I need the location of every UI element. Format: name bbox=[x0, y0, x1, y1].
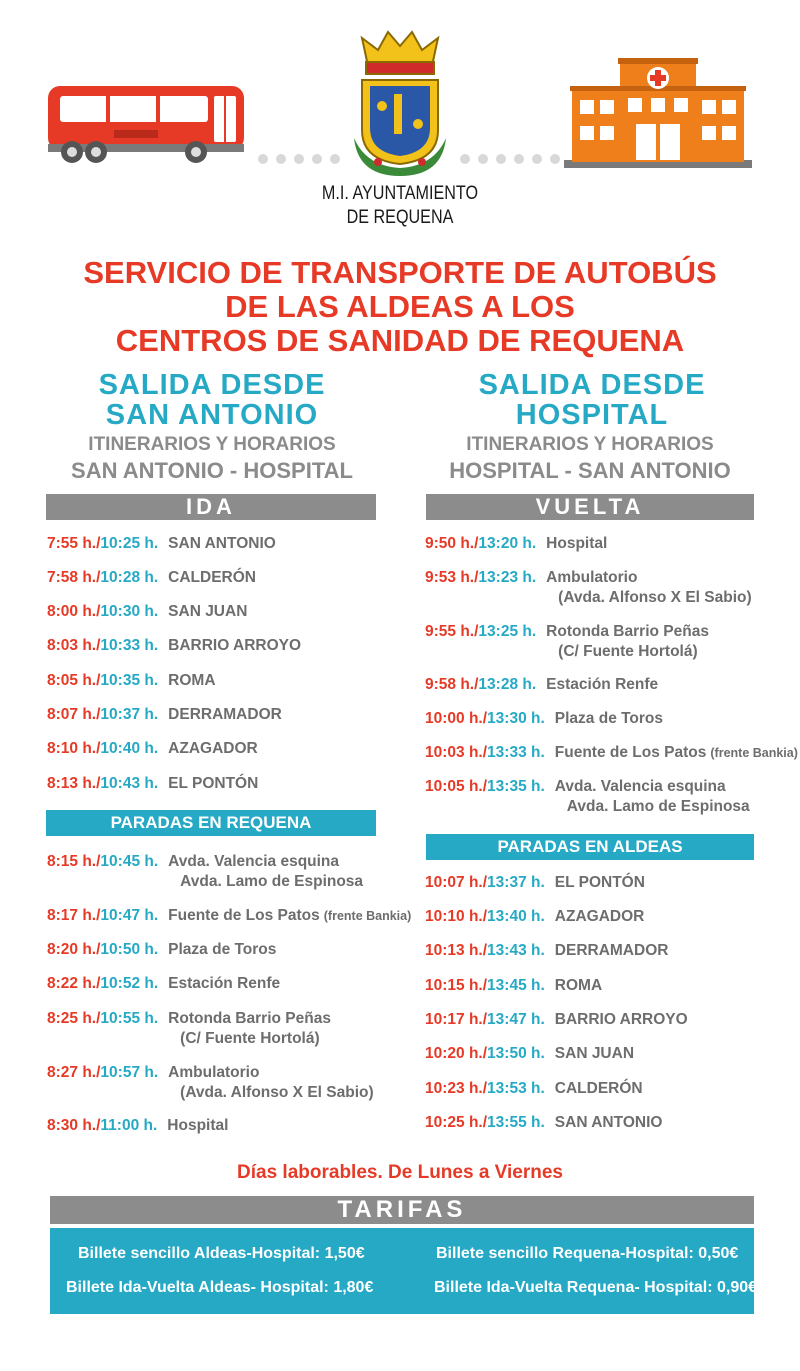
departure-time-second: 11:00 h. bbox=[100, 1117, 158, 1134]
stop-name-line-2: Avda. Lamo de Espinosa bbox=[566, 798, 750, 815]
schedule-row bbox=[425, 1113, 662, 1133]
departure-time-second: 10:52 h. bbox=[100, 975, 159, 992]
schedule-row bbox=[425, 743, 798, 763]
stop-name bbox=[168, 774, 258, 794]
time-separator: / bbox=[474, 623, 479, 640]
schedule-row bbox=[47, 636, 301, 656]
departure-time-second: 13:28 h. bbox=[478, 676, 537, 693]
stop-name bbox=[168, 602, 247, 622]
tarifas-bar: TARIFAS bbox=[50, 1196, 754, 1224]
departure-time-second: 10:33 h. bbox=[100, 637, 159, 654]
stop-name-line-1: Hospital bbox=[167, 1117, 229, 1134]
stop-name-line-1: AZAGADOR bbox=[554, 908, 645, 925]
right-heading-2: HOSPITAL bbox=[515, 399, 669, 431]
stop-name-line-2: (Avda. Alfonso X El Sabio) bbox=[558, 589, 752, 606]
schedule-row bbox=[47, 1009, 331, 1049]
departure-time-second: 10:47 h. bbox=[100, 907, 159, 924]
departure-time-first: 10:20 h. bbox=[425, 1045, 483, 1062]
schedule-row bbox=[425, 777, 750, 817]
stop-name-line-1: AZAGADOR bbox=[168, 740, 258, 757]
stop-name-line-1: BARRIO ARROYO bbox=[168, 637, 302, 654]
departure-time-first: 8:07 h. bbox=[47, 706, 97, 723]
departure-time-second: 10:40 h. bbox=[100, 740, 159, 757]
schedule-row bbox=[425, 1079, 643, 1099]
time-separator: / bbox=[482, 1080, 488, 1097]
stop-name bbox=[555, 1079, 643, 1099]
stop-name-line-1: CALDERÓN bbox=[554, 1080, 643, 1097]
schedule-row bbox=[47, 906, 411, 926]
time-separator: / bbox=[96, 569, 101, 586]
time-separator: / bbox=[474, 676, 479, 693]
departure-time-second: 13:55 h. bbox=[487, 1114, 545, 1131]
departure-time-second: 10:37 h. bbox=[100, 706, 159, 723]
stop-name-line-1: Rotonda Barrio Peñas bbox=[546, 623, 709, 640]
departure-time-second: 13:23 h. bbox=[478, 569, 537, 586]
stop-name bbox=[168, 1009, 331, 1049]
stop-name bbox=[168, 739, 258, 759]
departure-time-first: 8:25 h. bbox=[47, 1010, 97, 1027]
departure-time-second: 13:53 h. bbox=[487, 1080, 545, 1097]
time-separator: / bbox=[96, 975, 101, 992]
stop-name-line-1: Avda. Valencia esquina bbox=[554, 778, 726, 795]
departure-time-second: 10:50 h. bbox=[100, 941, 159, 958]
time-separator: / bbox=[96, 637, 101, 654]
departure-time-second: 13:30 h. bbox=[487, 710, 545, 727]
departure-time-first: 10:15 h. bbox=[425, 977, 483, 994]
stop-name bbox=[168, 636, 301, 656]
departure-time-first: 8:13 h. bbox=[47, 775, 97, 792]
stop-name bbox=[168, 940, 276, 960]
departure-time-second: 13:45 h. bbox=[487, 977, 545, 994]
stop-name-line-1: Plaza de Toros bbox=[554, 710, 664, 727]
main-title-line-2: DE LAS ALDEAS A LOS bbox=[225, 289, 575, 324]
stop-name bbox=[168, 906, 411, 926]
fare-return-aldeas: Billete Ida-Vuelta Aldeas- Hospital: 1,80€ bbox=[66, 1279, 374, 1296]
stop-name bbox=[168, 534, 276, 554]
left-subheading-2: SAN ANTONIO - HOSPITAL bbox=[71, 458, 353, 483]
time-separator: / bbox=[482, 874, 488, 891]
stop-name-line-1: Fuente de Los Patos bbox=[168, 907, 320, 924]
left-subheading-1: ITINERARIOS Y HORARIOS bbox=[88, 434, 336, 455]
stop-note: (frente Bankia) bbox=[323, 909, 412, 923]
left-heading-1: SALIDA DESDE bbox=[98, 369, 326, 401]
departure-time-second: 10:45 h. bbox=[100, 853, 159, 870]
time-separator: / bbox=[96, 941, 101, 958]
departure-time-second: 13:25 h. bbox=[478, 623, 537, 640]
time-separator: / bbox=[96, 775, 101, 792]
departure-time-second: 10:43 h. bbox=[100, 775, 159, 792]
departure-time-first: 10:00 h. bbox=[425, 710, 483, 727]
schedule-row bbox=[425, 1044, 634, 1064]
stop-name bbox=[168, 705, 282, 725]
departure-time-first: 8:05 h. bbox=[47, 672, 97, 689]
schedule-row bbox=[425, 709, 663, 729]
time-separator: / bbox=[482, 908, 488, 925]
stop-name-line-2: (C/ Fuente Hortolá) bbox=[558, 643, 698, 660]
stop-name-line-1: Ambulatorio bbox=[546, 569, 638, 586]
departure-time-second: 13:47 h. bbox=[487, 1011, 545, 1028]
stop-name-line-1: EL PONTÓN bbox=[554, 874, 645, 891]
departure-time-second: 13:20 h. bbox=[478, 535, 537, 552]
stop-name-line-1: Ambulatorio bbox=[168, 1064, 260, 1081]
departure-time-first: 10:03 h. bbox=[425, 744, 483, 761]
departure-time-first: 8:15 h. bbox=[47, 853, 97, 870]
stop-name-line-1: ROMA bbox=[554, 977, 603, 994]
stop-name bbox=[555, 907, 645, 927]
departure-time-first: 9:50 h. bbox=[425, 535, 475, 552]
stop-name-line-2: Avda. Lamo de Espinosa bbox=[180, 873, 364, 890]
stop-name bbox=[546, 622, 709, 662]
stop-name-line-1: ROMA bbox=[168, 672, 216, 689]
departure-time-first: 10:23 h. bbox=[425, 1080, 483, 1097]
schedule-row bbox=[425, 941, 668, 961]
stop-name-line-1: SAN ANTONIO bbox=[554, 1114, 663, 1131]
stop-name-line-1: Hospital bbox=[546, 535, 608, 552]
schedule-row bbox=[47, 671, 216, 691]
time-separator: / bbox=[482, 778, 488, 795]
schedule-row bbox=[47, 534, 276, 554]
schedule-row bbox=[425, 907, 644, 927]
stop-name-line-2: (Avda. Alfonso X El Sabio) bbox=[180, 1084, 374, 1101]
schedule-row bbox=[47, 739, 258, 759]
departure-time-second: 13:43 h. bbox=[487, 942, 545, 959]
time-separator: / bbox=[482, 977, 488, 994]
time-separator: / bbox=[96, 603, 101, 620]
departure-time-second: 10:30 h. bbox=[100, 603, 159, 620]
right-subheading-2: HOSPITAL - SAN ANTONIO bbox=[449, 458, 731, 483]
schedule-row bbox=[47, 774, 258, 794]
departure-time-second: 13:50 h. bbox=[487, 1045, 545, 1062]
stop-name bbox=[167, 1116, 228, 1136]
tarifas-box bbox=[50, 1228, 758, 1314]
time-separator: / bbox=[96, 1064, 101, 1081]
time-separator: / bbox=[96, 706, 101, 723]
time-separator: / bbox=[96, 907, 101, 924]
departure-time-first: 9:53 h. bbox=[425, 569, 475, 586]
stop-name-line-2: (C/ Fuente Hortolá) bbox=[180, 1030, 320, 1047]
left-heading-2: SAN ANTONIO bbox=[105, 399, 319, 431]
schedule-row bbox=[425, 622, 709, 662]
org-line-1: M.I. AYUNTAMIENTO bbox=[321, 183, 479, 204]
stop-name-line-1: SAN JUAN bbox=[554, 1045, 635, 1062]
stop-name bbox=[555, 1010, 688, 1030]
schedule-row bbox=[47, 1116, 228, 1136]
departure-time-first: 8:10 h. bbox=[47, 740, 97, 757]
departure-time-first: 8:00 h. bbox=[47, 603, 97, 620]
bus-icon bbox=[46, 84, 252, 164]
stop-name bbox=[555, 976, 602, 996]
time-separator: / bbox=[96, 672, 101, 689]
stop-name bbox=[555, 743, 798, 763]
time-separator: / bbox=[96, 1117, 101, 1134]
schedule-row bbox=[47, 602, 247, 622]
org-line-2: DE REQUENA bbox=[346, 207, 454, 228]
vuelta-bar: VUELTA bbox=[426, 494, 754, 520]
schedule-row bbox=[47, 940, 276, 960]
departure-time-first: 10:25 h. bbox=[425, 1114, 483, 1131]
stop-name-line-1: DERRAMADOR bbox=[554, 942, 669, 959]
departure-time-second: 13:40 h. bbox=[487, 908, 545, 925]
schedule-row bbox=[425, 534, 607, 554]
main-title-line-3: CENTROS DE SANIDAD DE REQUENA bbox=[115, 323, 685, 358]
stop-name-line-1: SAN JUAN bbox=[168, 603, 248, 620]
right-heading-1: SALIDA DESDE bbox=[478, 369, 706, 401]
stop-name bbox=[546, 568, 751, 608]
stop-name-line-1: BARRIO ARROYO bbox=[554, 1011, 688, 1028]
fare-single-requena: Billete sencillo Requena-Hospital: 0,50€ bbox=[436, 1245, 739, 1262]
stop-name bbox=[555, 709, 663, 729]
schedule-row bbox=[47, 568, 256, 588]
operating-days: Días laborables. De Lunes a Viernes bbox=[237, 1162, 563, 1183]
departure-time-second: 10:25 h. bbox=[100, 535, 159, 552]
schedule-row bbox=[425, 675, 658, 695]
fare-single-aldeas: Billete sencillo Aldeas-Hospital: 1,50€ bbox=[78, 1245, 365, 1262]
schedule-row bbox=[425, 976, 602, 996]
stop-name bbox=[555, 1044, 634, 1064]
organization-name bbox=[315, 182, 485, 230]
stop-name-line-1: EL PONTÓN bbox=[168, 775, 259, 792]
time-separator: / bbox=[96, 1010, 101, 1027]
stop-name-line-1: Avda. Valencia esquina bbox=[168, 853, 340, 870]
stop-name-line-1: Plaza de Toros bbox=[168, 941, 277, 958]
stop-name-line-1: Estación Renfe bbox=[546, 676, 659, 693]
time-separator: / bbox=[482, 942, 488, 959]
paradas-aldeas-bar: PARADAS EN ALDEAS bbox=[426, 834, 754, 860]
stop-name bbox=[168, 671, 215, 691]
stop-name bbox=[168, 1063, 373, 1103]
time-separator: / bbox=[482, 1011, 488, 1028]
departure-time-second: 13:37 h. bbox=[487, 874, 545, 891]
stop-name bbox=[546, 675, 658, 695]
fare-return-requena: Billete Ida-Vuelta Requena- Hospital: 0,90€ bbox=[434, 1279, 758, 1296]
stop-name-line-1: SAN ANTONIO bbox=[168, 535, 276, 552]
departure-time-first: 8:27 h. bbox=[47, 1064, 97, 1081]
departure-time-first: 7:58 h. bbox=[47, 569, 97, 586]
departure-time-first: 10:05 h. bbox=[425, 778, 483, 795]
schedule-row bbox=[47, 705, 282, 725]
right-subheading-1: ITINERARIOS Y HORARIOS bbox=[466, 434, 714, 455]
departure-time-first: 10:07 h. bbox=[425, 874, 483, 891]
departure-time-first: 10:17 h. bbox=[425, 1011, 483, 1028]
schedule-row bbox=[425, 1010, 688, 1030]
departure-time-second: 13:35 h. bbox=[487, 778, 545, 795]
departure-time-second: 10:55 h. bbox=[100, 1010, 159, 1027]
departure-time-first: 8:20 h. bbox=[47, 941, 97, 958]
time-separator: / bbox=[482, 710, 488, 727]
departure-time-first: 8:17 h. bbox=[47, 907, 97, 924]
departure-time-first: 10:13 h. bbox=[425, 942, 483, 959]
departure-time-first: 9:55 h. bbox=[425, 623, 475, 640]
schedule-row bbox=[47, 1063, 374, 1103]
main-title-line-1: SERVICIO DE TRANSPORTE DE AUTOBÚS bbox=[83, 255, 717, 290]
ida-bar: IDA bbox=[46, 494, 376, 520]
time-separator: / bbox=[482, 1114, 488, 1131]
stop-name-line-1: DERRAMADOR bbox=[168, 706, 282, 723]
time-separator: / bbox=[482, 1045, 488, 1062]
time-separator: / bbox=[474, 535, 479, 552]
time-separator: / bbox=[474, 569, 479, 586]
stop-name bbox=[555, 1113, 663, 1133]
schedule-row bbox=[425, 568, 752, 608]
stop-name bbox=[555, 873, 645, 893]
schedule-row bbox=[47, 852, 363, 892]
hospital-icon bbox=[562, 56, 754, 168]
departure-time-first: 9:58 h. bbox=[425, 676, 475, 693]
departure-time-first: 10:10 h. bbox=[425, 908, 483, 925]
time-separator: / bbox=[96, 853, 101, 870]
departure-time-first: 8:22 h. bbox=[47, 975, 97, 992]
stop-name bbox=[546, 534, 607, 554]
stop-name-line-1: Rotonda Barrio Peñas bbox=[168, 1010, 331, 1027]
departure-time-second: 10:35 h. bbox=[100, 672, 159, 689]
stop-name bbox=[168, 974, 280, 994]
stop-name-line-1: Estación Renfe bbox=[168, 975, 281, 992]
schedule-row bbox=[425, 873, 645, 893]
departure-time-second: 10:28 h. bbox=[100, 569, 159, 586]
departure-time-second: 10:57 h. bbox=[100, 1064, 159, 1081]
departure-time-first: 8:30 h. bbox=[47, 1117, 97, 1134]
stop-name bbox=[555, 777, 750, 817]
stop-name bbox=[168, 852, 363, 892]
stop-name-line-1: Fuente de Los Patos bbox=[554, 744, 707, 761]
time-separator: / bbox=[96, 740, 101, 757]
stop-name bbox=[555, 941, 669, 961]
time-separator: / bbox=[482, 744, 488, 761]
schedule-row bbox=[47, 974, 280, 994]
coat-of-arms-icon bbox=[348, 28, 452, 178]
paradas-requena-bar: PARADAS EN REQUENA bbox=[46, 810, 376, 836]
departure-time-second: 13:33 h. bbox=[487, 744, 545, 761]
departure-time-first: 7:55 h. bbox=[47, 535, 97, 552]
stop-name bbox=[168, 568, 256, 588]
time-separator: / bbox=[96, 535, 101, 552]
stop-name-line-1: CALDERÓN bbox=[168, 569, 256, 586]
stop-note: (frente Bankia) bbox=[710, 746, 798, 760]
departure-time-first: 8:03 h. bbox=[47, 637, 97, 654]
